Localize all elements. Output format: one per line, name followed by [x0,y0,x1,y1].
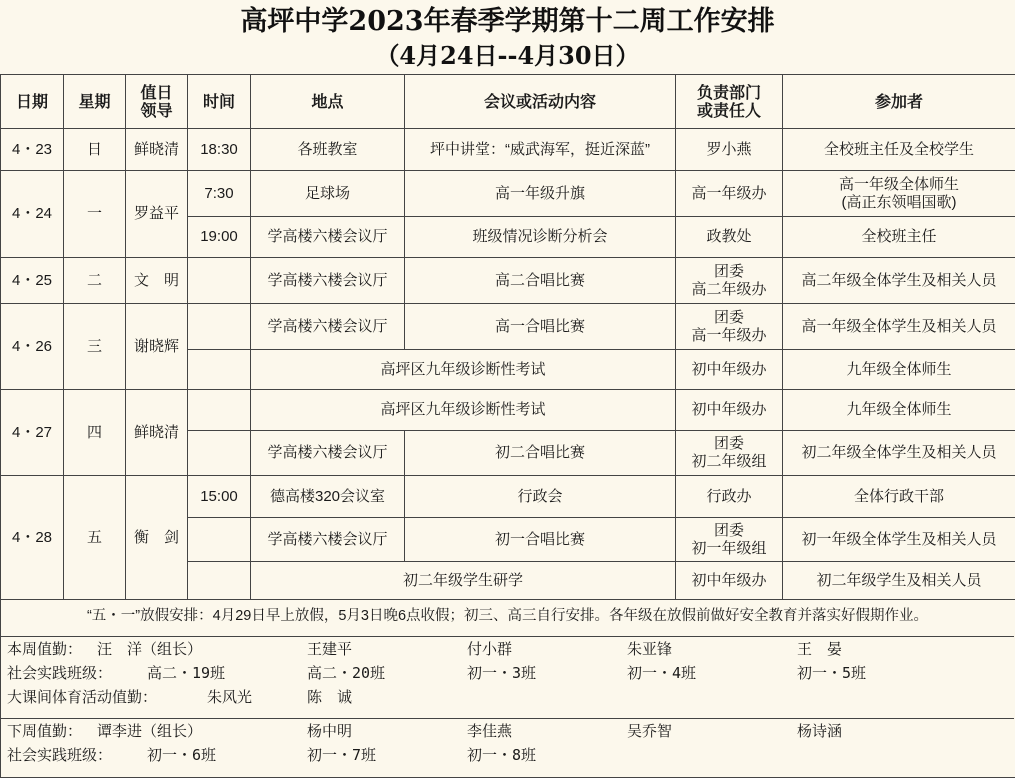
duty-this-week [1,637,1014,709]
class-item: 初一・4班 [627,664,697,682]
leader-cell: 鲜晓清 [126,129,188,171]
weekday-cell: 日 [64,129,126,171]
content-cell: 高一合唱比赛 [405,304,676,350]
dept-cell: 初中年级办 [676,390,783,431]
content-cell: 初二合唱比赛 [405,431,676,476]
dept-cell: 团委 初一年级组 [676,518,783,562]
content-cell: 高一年级升旗 [405,171,676,217]
dept-cell: 初中年级办 [676,350,783,390]
pe-name: 陈 诚 [307,688,353,706]
table-row [1,390,1015,431]
weekday-cell: 二 [64,258,126,304]
time-cell [188,431,251,476]
leader-cell: 谢晓辉 [126,304,188,390]
document-title: 高坪中学2023年春季学期第十二周工作安排 [240,6,775,37]
notes-section [0,596,1015,778]
header-time: 时间 [188,75,251,129]
header-dept: 负责部门 或责任人 [676,75,783,129]
time-cell [188,258,251,304]
participants-cell: 初二年级学生及相关人员 [783,562,1015,600]
holiday-note: “五・一”放假安排：4月29日早上放假，5月3日晚6点收假；初三、高三自行安排。各年级在放假前做好安全教育并落实好假期作业。 [1,596,1014,637]
participants-cell: 九年级全体师生 [783,390,1015,431]
dept-cell: 团委 高二年级办 [676,258,783,304]
dept-cell: 政教处 [676,217,783,258]
duty-member: 王 晏 [797,640,843,658]
duty-member: 杨诗涵 [797,722,843,740]
duty-leader: 谭李进（组长） [97,722,203,740]
header-weekday: 星期 [64,75,126,129]
place-cell: 学高楼六楼会议厅 [251,217,405,258]
participants-cell: 全体行政干部 [783,476,1015,518]
time-cell [188,304,251,350]
participants-cell: 高一年级全体学生及相关人员 [783,304,1015,350]
class-label: 社会实践班级： [7,746,113,764]
content-cell: 高二合唱比赛 [405,258,676,304]
class-item: 初一・8班 [467,746,537,764]
place-cell: 德高楼320会议室 [251,476,405,518]
place-cell: 各班教室 [251,129,405,171]
duty-row [1,719,1014,743]
class-item: 初一・7班 [307,746,377,764]
dept-cell: 高一年级办 [676,171,783,217]
participants-cell: 九年级全体师生 [783,350,1015,390]
place-cell: 足球场 [251,171,405,217]
header-content: 会议或活动内容 [405,75,676,129]
participants-cell: 初二年级全体学生及相关人员 [783,431,1015,476]
class-label: 社会实践班级： [7,664,113,682]
table-row [1,171,1015,217]
leader-cell: 罗益平 [126,171,188,258]
participants-cell: 初一年级全体学生及相关人员 [783,518,1015,562]
pe-name: 朱风光 [207,688,253,706]
dept-cell: 初中年级办 [676,562,783,600]
time-cell [188,350,251,390]
content-cell: 坪中讲堂：“威武海军，挺近深蓝” [405,129,676,171]
header-participants: 参加者 [783,75,1015,129]
place-cell: 学高楼六楼会议厅 [251,431,405,476]
leader-cell: 文 明 [126,258,188,304]
time-cell: 18:30 [188,129,251,171]
place-cell: 学高楼六楼会议厅 [251,258,405,304]
document-subtitle: （4月24日--4月30日） [375,41,640,70]
duty-member: 付小群 [467,640,513,658]
dept-cell: 团委 高一年级办 [676,304,783,350]
time-cell [188,562,251,600]
table-row [1,476,1015,518]
place-cell: 学高楼六楼会议厅 [251,518,405,562]
table-row [1,304,1015,350]
class-item: 初一・6班 [147,746,217,764]
time-cell: 15:00 [188,476,251,518]
duty-row [1,637,1014,661]
class-item: 初一・3班 [467,664,537,682]
schedule-table [0,74,1015,600]
participants-cell: 全校班主任 [783,217,1015,258]
date-cell: 4・27 [1,390,64,476]
place-cell: 学高楼六楼会议厅 [251,304,405,350]
duty-member: 杨中明 [307,722,353,740]
class-item: 高二・20班 [307,664,386,682]
weekday-cell: 四 [64,390,126,476]
duty-leader: 汪 洋（组长） [97,640,203,658]
time-cell [188,518,251,562]
date-cell: 4・24 [1,171,64,258]
leader-cell: 衡 剑 [126,476,188,600]
date-cell: 4・23 [1,129,64,171]
duty-member: 吴乔智 [627,722,673,740]
class-row [1,661,1014,685]
duty-label: 下周值勤： [7,722,83,740]
time-cell [188,390,251,431]
weekday-cell: 三 [64,304,126,390]
duty-member: 李佳燕 [467,722,513,740]
pe-label: 大课间体育活动值勤： [7,688,158,706]
header-date: 日期 [1,75,64,129]
content-cell: 行政会 [405,476,676,518]
table-row [1,258,1015,304]
pe-duty-row [1,685,1014,709]
class-item: 高二・19班 [147,664,226,682]
participants-cell: 高二年级全体学生及相关人员 [783,258,1015,304]
participants-cell: 高一年级全体师生 (高正东领唱国歌) [783,171,1015,217]
participants-cell: 全校班主任及全校学生 [783,129,1015,171]
date-cell: 4・25 [1,258,64,304]
class-item: 初一・5班 [797,664,867,682]
content-cell: 班级情况诊断分析会 [405,217,676,258]
dept-cell: 罗小燕 [676,129,783,171]
duty-member: 王建平 [307,640,353,658]
date-cell: 4・28 [1,476,64,600]
leader-cell: 鲜晓清 [126,390,188,476]
weekday-cell: 五 [64,476,126,600]
header-place: 地点 [251,75,405,129]
date-cell: 4・26 [1,304,64,390]
dept-cell: 团委 初二年级组 [676,431,783,476]
content-cell: 初二年级学生研学 [251,562,676,600]
header-leader: 值日 领导 [126,75,188,129]
duty-member: 朱亚锋 [627,640,673,658]
duty-label: 本周值勤： [7,640,83,658]
duty-next-week [1,718,1014,767]
class-row [1,743,1014,767]
table-row [1,129,1015,171]
content-cell: 高坪区九年级诊断性考试 [251,390,676,431]
weekday-cell: 一 [64,171,126,258]
header-row [1,75,1015,129]
content-cell: 初一合唱比赛 [405,518,676,562]
content-cell: 高坪区九年级诊断性考试 [251,350,676,390]
time-cell: 19:00 [188,217,251,258]
dept-cell: 行政办 [676,476,783,518]
time-cell: 7:30 [188,171,251,217]
